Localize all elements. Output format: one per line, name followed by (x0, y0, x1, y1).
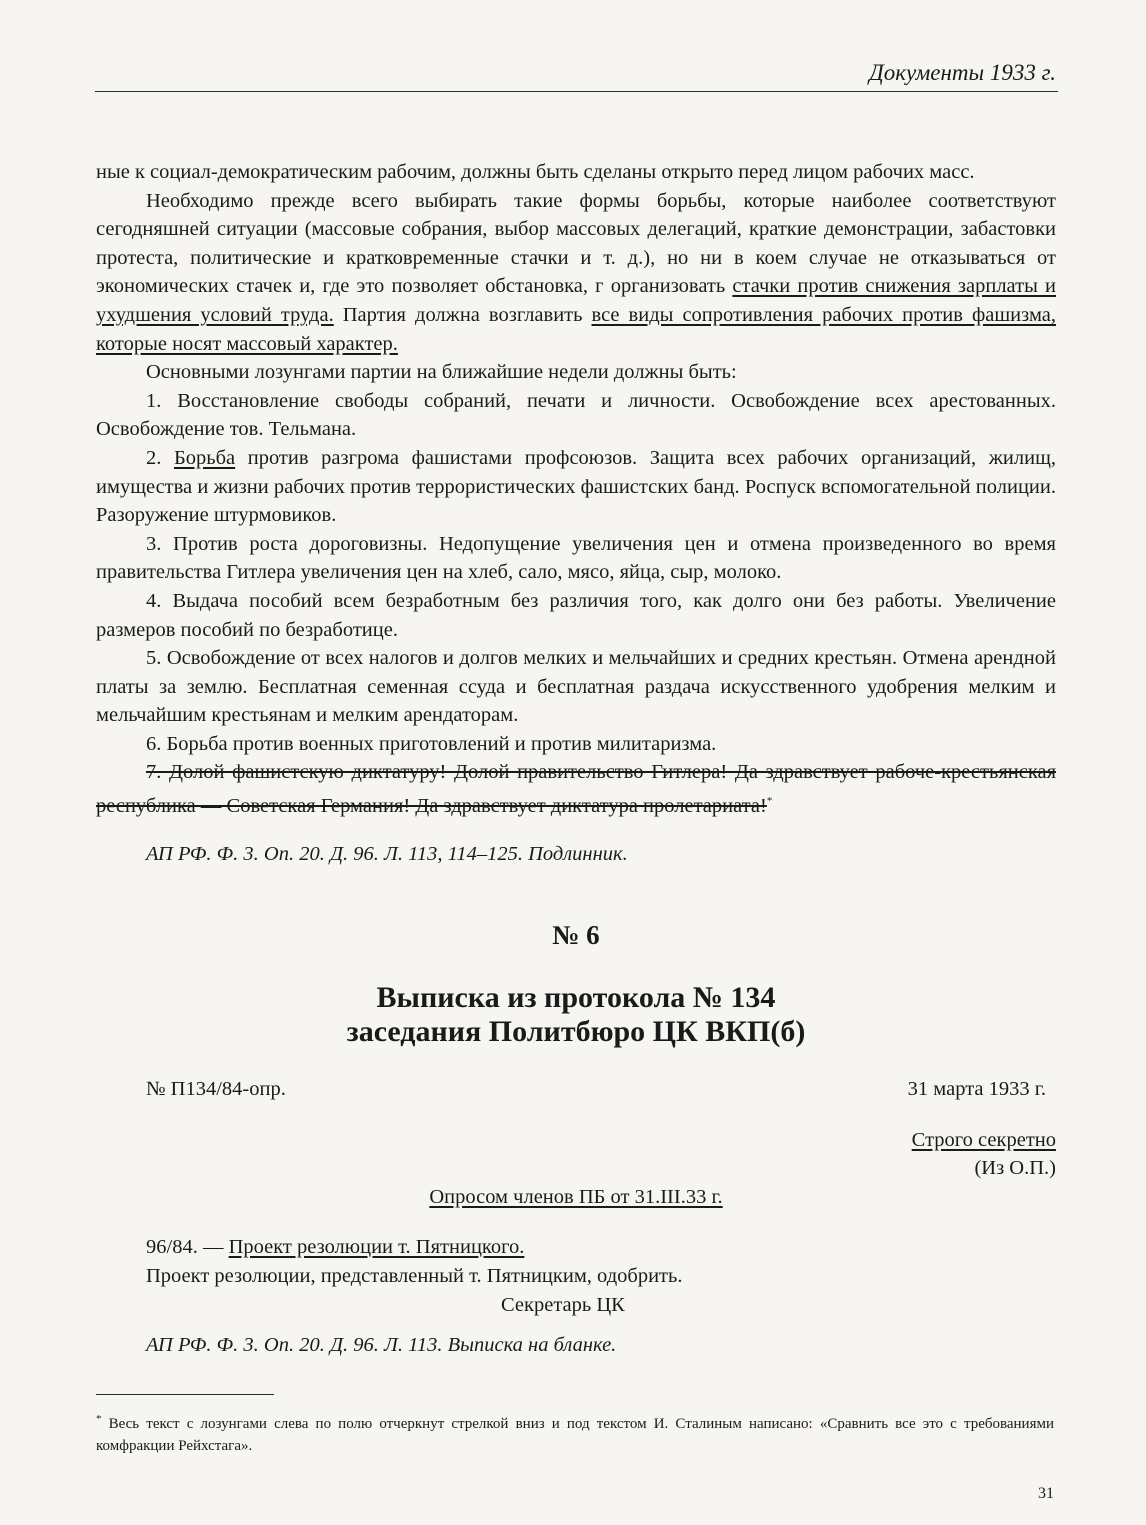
secrecy-label: Строго секретно (911, 1128, 1056, 1151)
slogan-4: 4. Выдача пособий всем безработным без различия того, как долго они без работы. Увеличение размеров пособий по безработице. (96, 589, 1056, 641)
running-head: Документы 1933 г. (869, 60, 1056, 85)
footnote-mark: * (96, 1413, 102, 1425)
poll-label: Опросом членов ПБ от 31.III.33 г. (429, 1185, 723, 1208)
slogan-1: 1. Восстановление свободы собраний, печати и личности. Освобождение всех арестованных. Освобождение тов. Тельмана. (96, 389, 1056, 441)
slogan-7 (96, 758, 1056, 820)
protocol-meta (96, 1075, 1056, 1104)
slogan-2 (96, 444, 1056, 530)
paragraph-2-text-b: Партия должна возглавить (333, 303, 592, 326)
protocol-date: 31 марта 1933 г. (907, 1078, 1046, 1101)
paragraph-2-text-a: Необходимо прежде всего выбирать такие формы борьбы, которые наиболее соответствуют сегодняшней ситуации (массовые собрания, выбор массовых делегаций, краткие демонстрации, забастовки протеста, политические и кратковременные стачки и т. д.), но ни в коем случае не отказываться от экономических стачек и, где это позволяет обстановка, г организовать (96, 189, 1056, 298)
underlined-resistance: все виды сопротивления рабочих против фашизма, которые носят массовый характер. (96, 303, 1056, 355)
paragraph-3: Основными лозунгами партии на ближайшие недели должны быть: (146, 361, 737, 384)
page-number: 31 (1038, 1485, 1054, 1502)
signature: Секретарь ЦК (501, 1293, 625, 1316)
slogan-5: 5. Освобождение от всех налогов и долгов мелких и мельчайших и средних крестьян. Отмена арендной платы за землю. Бесплатная семенная ссуда и бесплатная раздача искусственного удобрения мелким и мельчайшим крестьянам и мелким арендаторам. (96, 647, 1056, 727)
slogan-6: 6. Борьба против военных приготовлений и против милитаризма. (146, 732, 717, 755)
paragraph-2 (96, 187, 1056, 359)
poll-line (96, 1183, 1056, 1212)
slogan-2-number: 2. (146, 446, 174, 469)
secrecy-stamp (96, 1126, 1056, 1155)
protocol-number: № П134/84-опр. (146, 1078, 286, 1101)
slogan-3: 3. Против роста дороговизны. Недопущение увеличения цен и отмена произведенного во время правительства Гитлера увеличения цен на хлеб, сало, мясо, яйца, сыр, молоко. (96, 532, 1056, 584)
header-rule (95, 91, 1058, 92)
slogan-7-struck: 7. Долой фашистскую диктатуру! Долой правительство Гитлера! Да здравствует рабоче-крестьянская республика — Советская Германия! Да здравствует диктатура пролетариата! (96, 761, 1056, 817)
footnote-rule (96, 1394, 274, 1395)
main-text (96, 158, 1056, 1360)
document-title-line-2: заседания Политбюро ЦК ВКП(б) (346, 1015, 806, 1049)
slogan-2-underlined: Борьба (173, 446, 236, 469)
agenda-item-title: Проект резолюции т. Пятницкого. (228, 1236, 525, 1259)
footnote (96, 1408, 1054, 1457)
agenda-item (96, 1233, 1056, 1262)
agenda-item-number: 96/84. — (146, 1236, 229, 1259)
underlined-strikes: стачки против снижения зарплаты и ухудшения условий труда. (96, 275, 1056, 326)
document-number: № 6 (552, 920, 600, 951)
from-op: (Из О.П.) (974, 1157, 1056, 1180)
footnote-marker: * (766, 795, 773, 808)
document-title (96, 981, 1056, 1049)
paragraph-1: ные к социал-демократическим рабочим, должны быть сделаны открыто перед лицом рабочих масс. (96, 161, 975, 183)
source-citation-1: АП РФ. Ф. 3. Оп. 20. Д. 96. Л. 113, 114–125. Подлинник. (146, 843, 628, 866)
slogan-2-text: против разгрома фашистами профсоюзов. Защита всех рабочих организаций, жилищ, имущества и жизни рабочих против террористических фашистских банд. Роспуск вспомогательной полиции. Разоружение штурмовиков. (96, 446, 1056, 527)
decision: Проект резолюции, представленный т. Пятницким, одобрить. (146, 1265, 683, 1288)
document-title-line-1: Выписка из протокола № 134 (376, 981, 776, 1015)
footnote-text: Весь текст с лозунгами слева по полю отчеркнут стрелкой вниз и под текстом И. Сталиным написано: «Сравнить все это с требованиями комфракции Рейхстага». (96, 1416, 1054, 1454)
source-citation-2: АП РФ. Ф. 3. Оп. 20. Д. 96. Л. 113. Выписка на бланке. (146, 1334, 617, 1357)
